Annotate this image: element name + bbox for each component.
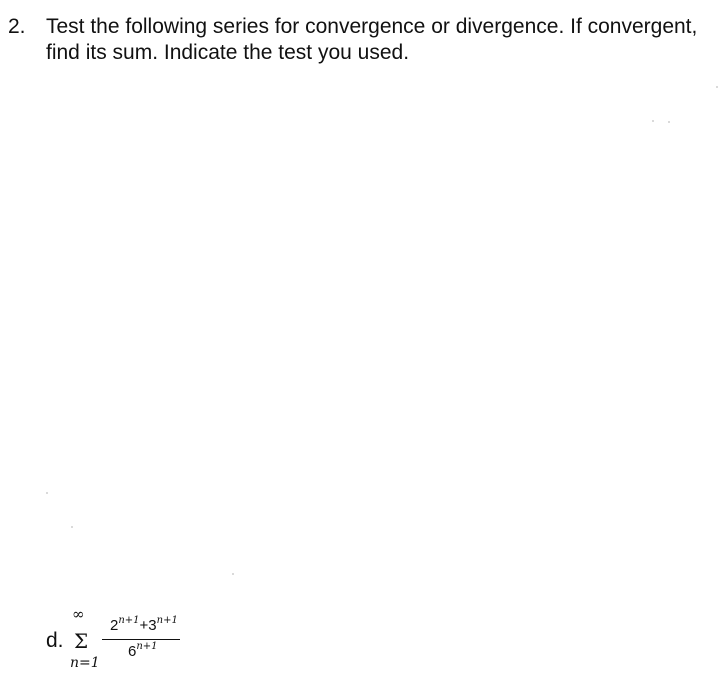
upper-limit: ∞ (72, 605, 85, 623)
scan-speck (652, 120, 654, 122)
numerator (110, 615, 178, 636)
sigma-symbol: Σ (74, 629, 89, 653)
scan-speck (716, 86, 718, 88)
lower-limit: n=1 (70, 655, 100, 671)
part-label: d. (46, 629, 64, 652)
scan-speck (668, 121, 670, 123)
denominator (128, 641, 158, 662)
scan-speck (46, 492, 48, 494)
part-d-series (46, 606, 266, 676)
fraction-bar (102, 639, 180, 640)
scan-speck (71, 526, 73, 528)
series-term-fraction (102, 616, 184, 664)
term1-base: 2 (110, 617, 119, 634)
term1-exponent: n+1 (118, 615, 140, 626)
problem-number: 2. (8, 15, 26, 38)
term2-exponent: n+1 (156, 615, 178, 626)
term2-base: 3 (148, 617, 157, 634)
denominator-exponent: n+1 (136, 641, 158, 652)
scan-speck (232, 573, 234, 575)
plus-sign: + (139, 617, 149, 634)
denominator-base: 6 (128, 643, 137, 660)
problem-text: Test the following series for convergence or divergence. If convergent, find its sum. Indicate the test you used. (46, 15, 698, 64)
